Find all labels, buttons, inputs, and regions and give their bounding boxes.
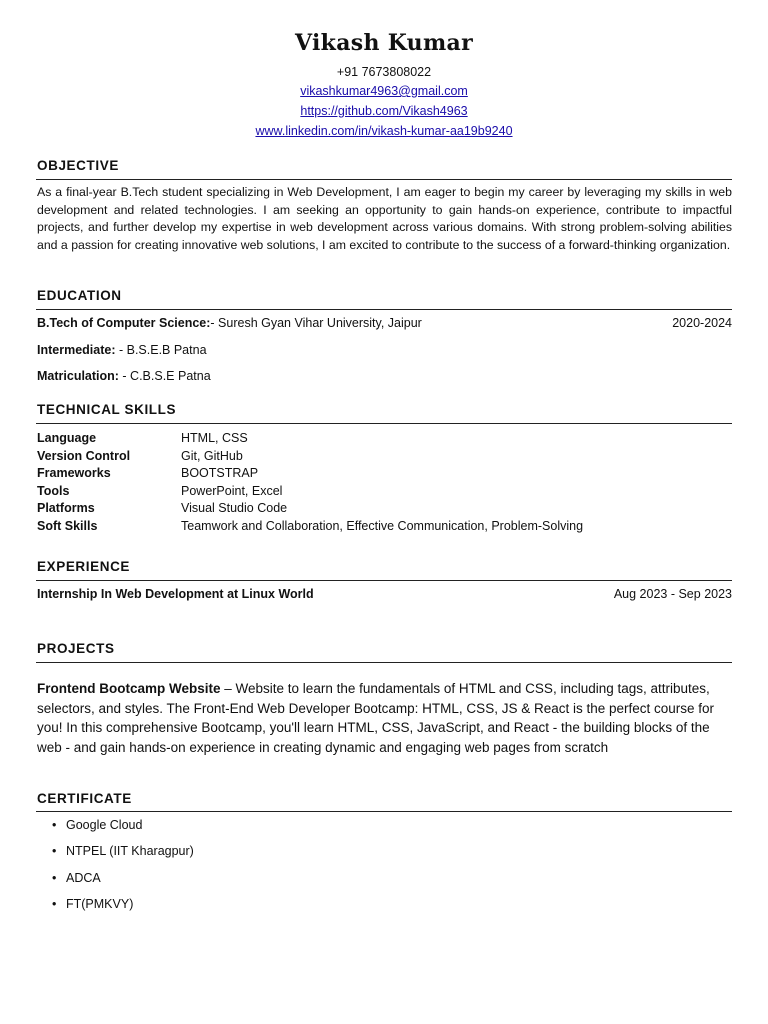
skill-value: BOOTSTRAP [181, 466, 259, 480]
education-board: - B.S.E.B Patna [115, 343, 207, 357]
skill-row [37, 501, 732, 518]
education-level: Matriculation: [37, 369, 119, 383]
bullet-icon: • [52, 818, 57, 832]
skill-value: PowerPoint, Excel [181, 484, 283, 498]
skill-category: Platforms [37, 501, 95, 515]
skill-value: HTML, CSS [181, 431, 248, 445]
skill-category: Frameworks [37, 466, 111, 480]
experience-dates: Aug 2023 - Sep 2023 [613, 587, 732, 601]
section-divider [36, 179, 732, 180]
education-item [37, 343, 732, 357]
certificate-label: Google Cloud [66, 818, 143, 832]
skill-category: Version Control [37, 449, 131, 463]
education-year: 2020-2024 [672, 316, 732, 330]
skill-category: Tools [37, 484, 70, 498]
experience-role: Internship In Web Development at Linux World [37, 587, 314, 601]
skill-row [37, 466, 732, 483]
skill-category: Language [37, 431, 97, 445]
certificate-item [52, 897, 133, 911]
education-board: - C.B.S.E Patna [118, 369, 211, 383]
section-divider [36, 662, 732, 663]
certificate-label: FT(PMKVY) [66, 897, 134, 911]
section-divider [36, 811, 732, 812]
education-institution: - Suresh Gyan Vihar University, Jaipur [210, 316, 422, 330]
certificate-label: ADCA [66, 871, 101, 885]
project-text: – Website to learn the fundamentals of HTML and CSS, including tags, attributes, selectors, and styles. The Front-End Web Developer Bootcamp: HTML, CSS, JS & React is the perfect course for you! In this comprehensive Bootcamp, you'll learn HTML, CSS, JavaScript, and React - the building blocks of the web - and gain hands-on experience in creating dynamic and engaging web pages from scratch [37, 681, 715, 755]
education-item [37, 369, 732, 383]
objective-text: As a final-year B.Tech student specializing in Web Development, I am eager to begin my career by leveraging my skills in web development and related technologies. I am seeking an opportunity to gain hands-on experience, contribute to impactful projects, and further develop my expertise in web development across various domains. With strong problem-solving abilities and a passion for creating innovative web solutions, I am excited to contribute to the success of a forward-thinking organization. [37, 185, 732, 252]
candidate-name: Vikash Kumar [295, 30, 473, 56]
skill-row [37, 449, 732, 466]
skill-row [37, 519, 732, 536]
bullet-icon: • [52, 844, 57, 858]
section-divider [36, 580, 732, 581]
education-heading: EDUCATION [37, 288, 122, 303]
experience-item [37, 587, 732, 601]
certificate-item [52, 871, 101, 885]
education-degree: B.Tech of Computer Science: [37, 316, 211, 330]
education-level: Intermediate: [37, 343, 116, 357]
skill-row [37, 431, 732, 448]
skill-value: Teamwork and Collaboration, Effective Communication, Problem-Solving [181, 519, 584, 533]
linkedin-link[interactable]: www.linkedin.com/in/vikash-kumar-aa19b9240 [255, 124, 513, 138]
project-name: Frontend Bootcamp Website [37, 681, 221, 696]
skill-value: Git, GitHub [181, 449, 243, 463]
project-description [37, 679, 732, 757]
skills-heading: TECHNICAL SKILLS [37, 402, 177, 417]
bullet-icon: • [52, 871, 57, 885]
certificate-label: NTPEL (IIT Kharagpur) [66, 844, 194, 858]
education-item [37, 316, 732, 330]
objective-heading: OBJECTIVE [37, 158, 119, 173]
bullet-icon: • [52, 897, 57, 911]
section-divider [36, 309, 732, 310]
phone-number: +91 7673808022 [336, 65, 432, 79]
section-divider [36, 423, 732, 424]
github-link[interactable]: https://github.com/Vikash4963 [300, 104, 468, 118]
certificate-item [52, 818, 142, 832]
certificate-heading: CERTIFICATE [37, 791, 132, 806]
experience-heading: EXPERIENCE [37, 559, 131, 574]
skill-row [37, 484, 732, 501]
skill-category: Soft Skills [37, 519, 98, 533]
projects-heading: PROJECTS [37, 641, 115, 656]
skill-value: Visual Studio Code [181, 501, 288, 515]
email-link[interactable]: vikashkumar4963@gmail.com [300, 84, 468, 98]
certificate-item [52, 844, 194, 858]
